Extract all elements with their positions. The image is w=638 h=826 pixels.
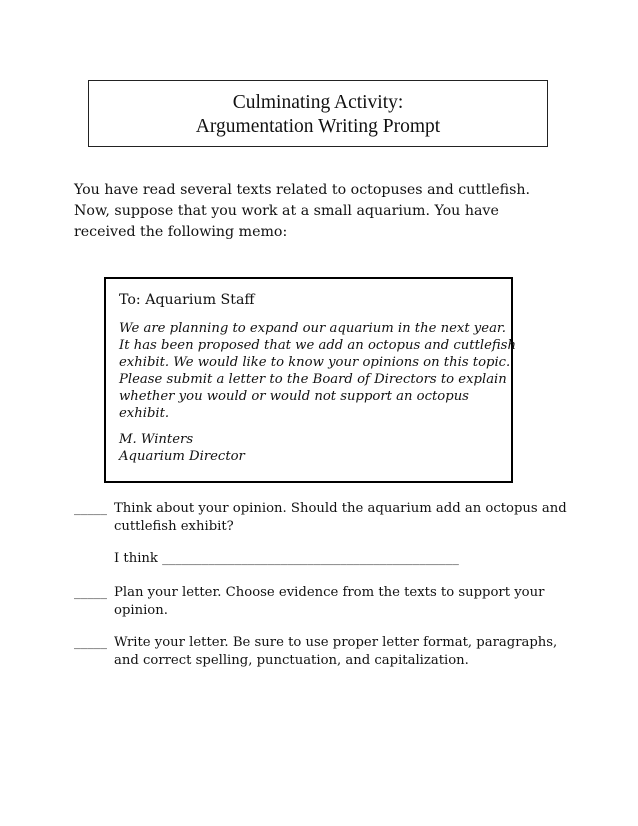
- step-think-opinion: [74, 500, 566, 536]
- memo-body-line: exhibit.: [119, 406, 170, 421]
- intro-line-1: You have read several texts related to octopuses and cuttlefish.: [74, 182, 531, 198]
- memo-box: [104, 277, 516, 483]
- step-text-line: and correct spelling, punctuation, and capitalization.: [114, 653, 469, 668]
- checkbox-blank-line[interactable]: _____: [74, 501, 107, 516]
- step-write-letter: [74, 634, 566, 670]
- i-think-answer-line[interactable]: [74, 550, 566, 568]
- title-box: [88, 80, 548, 147]
- step-text-line: opinion.: [114, 603, 168, 618]
- step-text-line: Think about your opinion. Should the aquarium add an octopus and: [114, 501, 567, 516]
- memo-signature-name: M. Winters: [119, 432, 194, 447]
- memo-body-line: exhibit. We would like to know your opinions on this topic.: [119, 355, 511, 370]
- checkbox-blank-line[interactable]: _____: [74, 635, 107, 650]
- step-text-line: cuttlefish exhibit?: [114, 519, 234, 534]
- memo-signature-title: Aquarium Director: [119, 449, 245, 464]
- step-text-line: Write your letter. Be sure to use proper letter format, paragraphs,: [114, 635, 558, 650]
- step-text-line: Plan your letter. Choose evidence from the texts to support your: [114, 585, 545, 600]
- title-line-2: Argumentation Writing Prompt: [195, 116, 441, 137]
- checkbox-blank-line[interactable]: _____: [74, 585, 107, 600]
- intro-line-2: Now, suppose that you work at a small aquarium. You have: [74, 203, 499, 219]
- memo-body-line: It has been proposed that we add an octopus and cuttlefish: [119, 338, 516, 353]
- intro-line-3: received the following memo:: [74, 224, 288, 240]
- memo-body: [119, 320, 516, 422]
- memo-body-line: whether you would or would not support an octopus: [119, 389, 469, 404]
- memo-body-line: We are planning to expand our aquarium in the next year.: [119, 321, 506, 336]
- i-think-text: I think _____________________________________________: [114, 551, 459, 566]
- title-line-1: Culminating Activity:: [232, 92, 404, 113]
- memo-signature: [119, 431, 511, 465]
- intro-paragraph: [74, 180, 574, 243]
- memo-recipient: To: Aquarium Staff: [119, 292, 255, 308]
- step-plan-letter: [74, 584, 566, 620]
- memo-body-line: Please submit a letter to the Board of Directors to explain: [119, 372, 507, 387]
